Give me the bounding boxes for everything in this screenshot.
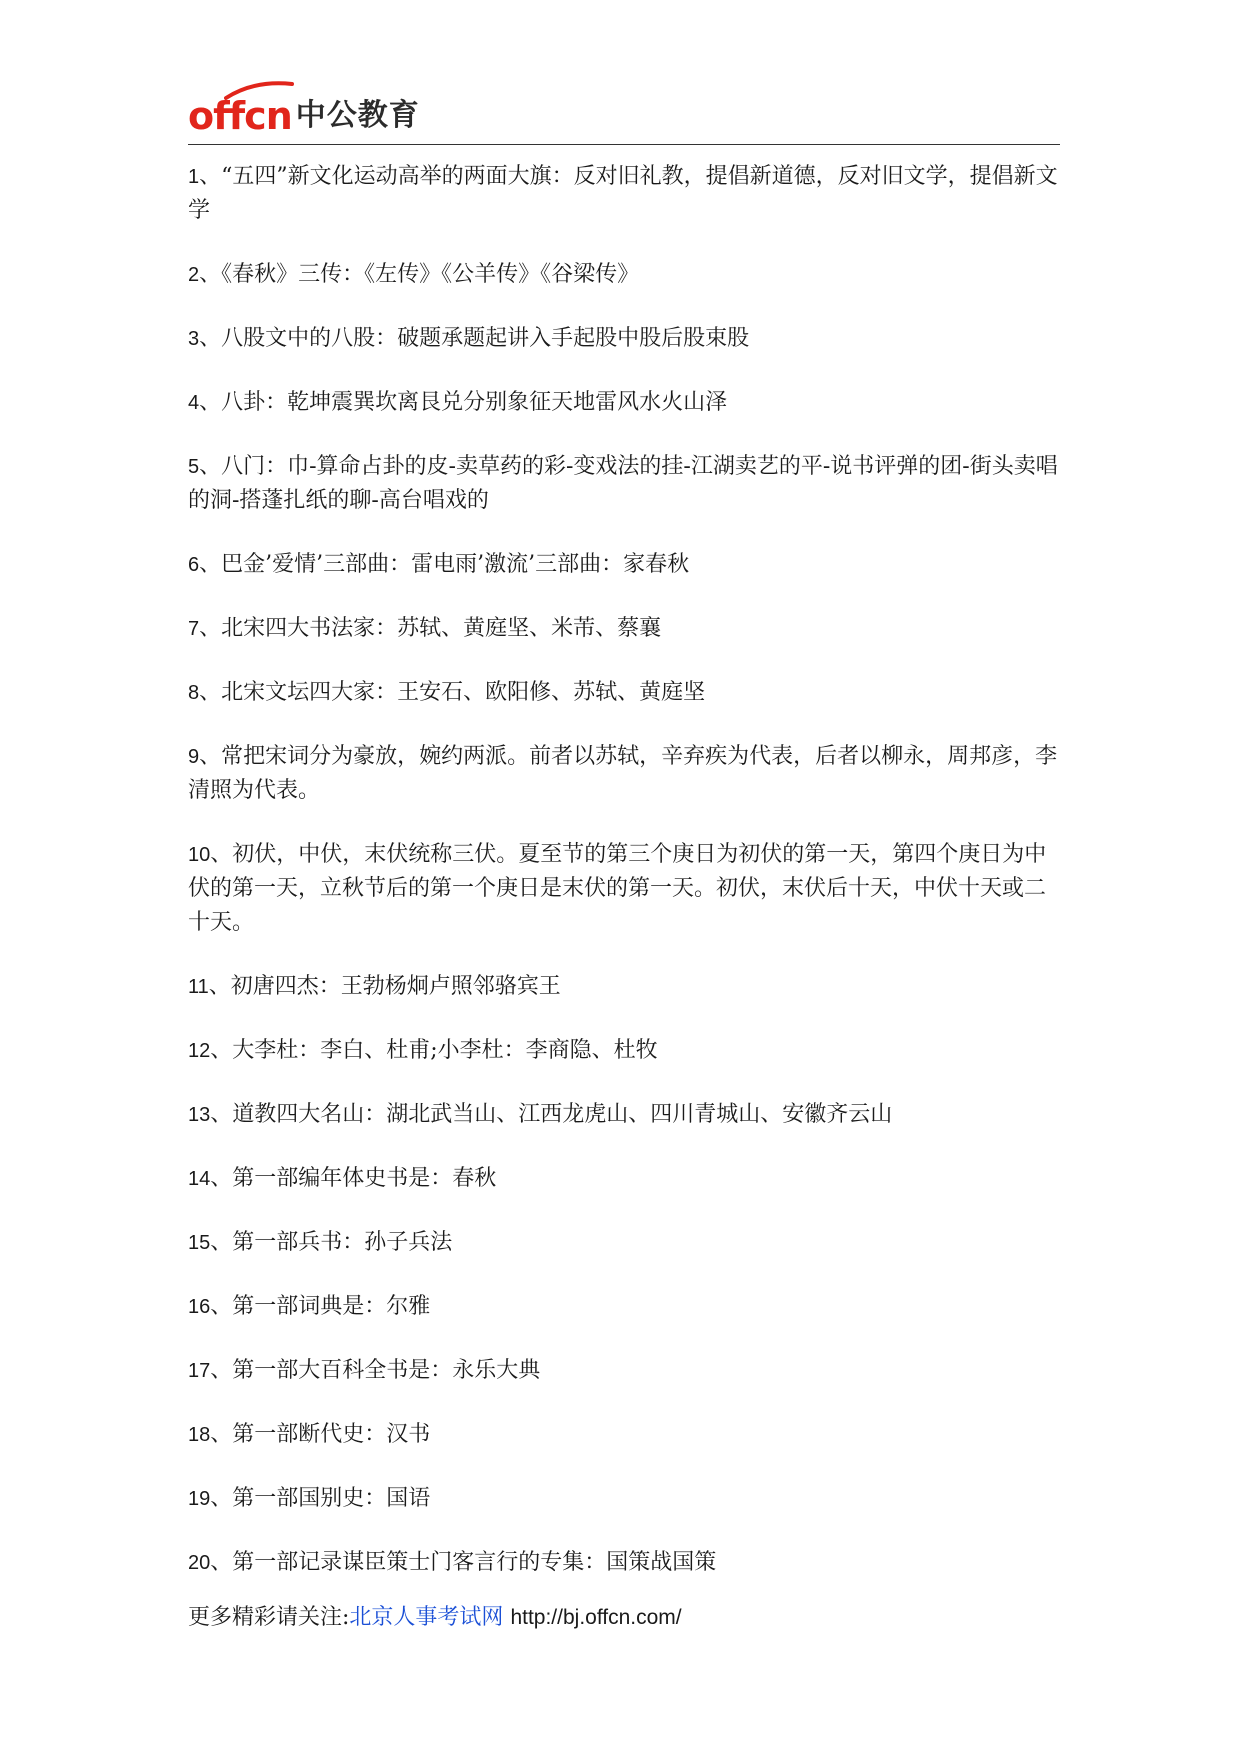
list-item: 4、八卦：乾坤震巽坎离艮兑分别象征天地雷风水火山泽 [188, 390, 728, 415]
site-url-link[interactable]: http://bj.offcn.com/ [510, 1606, 682, 1629]
list-item: 19、第一部国别史：国语 [188, 1486, 431, 1511]
page-footer [188, 1602, 682, 1634]
list-item: 20、第一部记录谋臣策士门客言行的专集：国策战国策 [188, 1550, 717, 1575]
list-item: 2、《春秋》三传：《左传》《公羊传》《谷梁传》 [188, 262, 640, 287]
logo-latin-text: offcn [188, 94, 292, 138]
list-item: 13、道教四大名山：湖北武当山、江西龙虎山、四川青城山、安徽齐云山 [188, 1102, 893, 1127]
site-name-link[interactable]: 北京人事考试网 [349, 1605, 504, 1630]
list-item: 6、巴金’爱情’三部曲：雷电雨’激流’三部曲：家春秋 [188, 552, 690, 577]
list-item: 1、“五四”新文化运动高举的两面大旗：反对旧礼教，提倡新道德，反对旧文学，提倡新文学 [188, 164, 1058, 223]
list-item: 7、北宋四大书法家：苏轼、黄庭坚、米芾、蔡襄 [188, 616, 662, 641]
list-item: 14、第一部编年体史书是：春秋 [188, 1166, 497, 1191]
list-item: 9、常把宋词分为豪放，婉约两派。前者以苏轼，辛弃疾为代表，后者以柳永，周邦彦，李清照为代表。 [188, 744, 1058, 803]
list-item: 3、八股文中的八股：破题承题起讲入手起股中股后股束股 [188, 326, 750, 351]
footer-prefix: 更多精彩请关注: [188, 1605, 350, 1630]
list-item: 15、第一部兵书：孙子兵法 [188, 1230, 453, 1255]
list-item: 17、第一部大百科全书是：永乐大典 [188, 1358, 541, 1383]
page-header [188, 86, 1060, 145]
list-item: 11、初唐四杰：王勃杨炯卢照邻骆宾王 [188, 974, 561, 999]
logo-swoosh-icon [224, 78, 294, 100]
list-item: 5、八门：巾-算命占卦的皮-卖草药的彩-变戏法的挂-江湖卖艺的平-说书评弹的团-街头卖唱的洞-搭蓬扎纸的聊-高台唱戏的 [188, 454, 1058, 513]
list-item: 12、大李杜：李白、杜甫;小李杜：李商隐、杜牧 [188, 1038, 658, 1063]
list-item: 16、第一部词典是：尔雅 [188, 1294, 431, 1319]
list-item: 8、北宋文坛四大家：王安石、欧阳修、苏轼、黄庭坚 [188, 680, 706, 705]
offcn-logo [188, 86, 420, 140]
list-item: 18、第一部断代史：汉书 [188, 1422, 431, 1447]
list-item: 10、初伏，中伏，末伏统称三伏。夏至节的第三个庚日为初伏的第一天，第四个庚日为中伏的第一天，立秋节后的第一个庚日是末伏的第一天。初伏，末伏后十天，中伏十天或二十天。 [188, 842, 1047, 935]
knowledge-list [188, 160, 1058, 1610]
logo-chinese-text: 中公教育 [295, 98, 420, 133]
